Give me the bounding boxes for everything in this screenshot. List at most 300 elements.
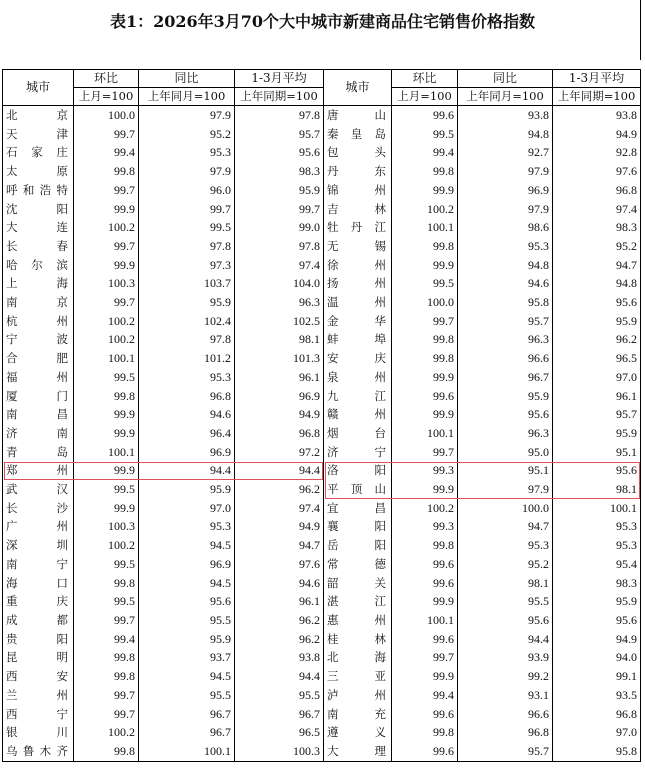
header-mom-left: 环比 (74, 70, 139, 88)
mom-cell-left: 99.9 (74, 461, 139, 480)
mom-cell-right: 100.1 (392, 218, 458, 237)
city-cell-right: 蚌埠 (324, 330, 392, 349)
table-row (3, 424, 641, 443)
table-row (3, 293, 641, 312)
mom-cell-right: 99.9 (392, 405, 458, 424)
yoy-cell-right: 93.8 (458, 106, 553, 125)
avg-cell-left: 97.4 (235, 256, 324, 275)
mom-cell-left: 99.8 (74, 742, 139, 761)
avg-cell-left: 93.8 (235, 648, 324, 667)
yoy-cell-right: 97.9 (458, 200, 553, 219)
mom-cell-right: 99.9 (392, 368, 458, 387)
yoy-cell-right: 93.1 (458, 686, 553, 705)
header-avg-left: 1-3月平均 (235, 70, 324, 88)
avg-cell-left: 96.2 (235, 480, 324, 499)
header-avg-base-left: 上年同期=100 (235, 88, 324, 106)
city-cell-left: 大连 (3, 218, 74, 237)
avg-cell-left: 97.4 (235, 499, 324, 518)
city-cell-right: 湛江 (324, 592, 392, 611)
mom-cell-left: 99.8 (74, 648, 139, 667)
city-cell-left: 哈尔滨 (3, 256, 74, 275)
city-cell-left: 海口 (3, 574, 74, 593)
yoy-cell-right: 95.0 (458, 443, 553, 462)
city-cell-right: 温州 (324, 293, 392, 312)
city-cell-left: 兰州 (3, 686, 74, 705)
header-mom-base-right: 上月=100 (392, 88, 458, 106)
city-cell-left: 昆明 (3, 648, 74, 667)
yoy-cell-left: 97.8 (139, 237, 235, 256)
yoy-cell-left: 95.9 (139, 293, 235, 312)
yoy-cell-right: 95.8 (458, 293, 553, 312)
table-row (3, 330, 641, 349)
yoy-cell-right: 94.7 (458, 517, 553, 536)
mom-cell-right: 99.7 (392, 312, 458, 331)
city-cell-right: 常德 (324, 555, 392, 574)
table-row (3, 480, 641, 499)
mom-cell-right: 99.5 (392, 125, 458, 144)
city-cell-left: 厦门 (3, 387, 74, 406)
avg-cell-right: 96.8 (553, 705, 641, 724)
city-cell-right: 安庆 (324, 349, 392, 368)
mom-cell-left: 99.9 (74, 499, 139, 518)
avg-cell-right: 100.1 (553, 499, 641, 518)
page-frame-line (640, 0, 641, 60)
avg-cell-right: 95.6 (553, 461, 641, 480)
avg-cell-right: 95.9 (553, 424, 641, 443)
avg-cell-left: 98.1 (235, 330, 324, 349)
city-cell-left: 沈阳 (3, 200, 74, 219)
table-row (3, 181, 641, 200)
yoy-cell-right: 93.9 (458, 648, 553, 667)
yoy-cell-right: 95.3 (458, 237, 553, 256)
table-row (3, 686, 641, 705)
table-row (3, 274, 641, 293)
table-row (3, 162, 641, 181)
yoy-cell-left: 99.7 (139, 200, 235, 219)
avg-cell-right: 95.3 (553, 536, 641, 555)
mom-cell-left: 99.5 (74, 592, 139, 611)
avg-cell-right: 95.6 (553, 611, 641, 630)
avg-cell-right: 95.9 (553, 592, 641, 611)
city-cell-left: 重庆 (3, 592, 74, 611)
mom-cell-left: 100.2 (74, 536, 139, 555)
mom-cell-right: 99.6 (392, 555, 458, 574)
yoy-cell-left: 96.9 (139, 555, 235, 574)
city-cell-right: 徐州 (324, 256, 392, 275)
mom-cell-left: 99.9 (74, 424, 139, 443)
avg-cell-right: 92.8 (553, 143, 641, 162)
table-row (3, 106, 641, 125)
mom-cell-left: 100.3 (74, 274, 139, 293)
avg-cell-left: 95.9 (235, 181, 324, 200)
table-row (3, 574, 641, 593)
city-cell-right: 吉林 (324, 200, 392, 219)
city-cell-right: 洛阳 (324, 461, 392, 480)
yoy-cell-left: 95.5 (139, 686, 235, 705)
mom-cell-left: 100.2 (74, 330, 139, 349)
yoy-cell-left: 96.0 (139, 181, 235, 200)
mom-cell-left: 100.2 (74, 312, 139, 331)
yoy-cell-left: 96.7 (139, 723, 235, 742)
yoy-cell-left: 95.5 (139, 611, 235, 630)
header-avg-right: 1-3月平均 (553, 70, 641, 88)
city-cell-right: 南充 (324, 705, 392, 724)
mom-cell-right: 99.4 (392, 143, 458, 162)
mom-cell-right: 99.3 (392, 517, 458, 536)
avg-cell-right: 95.8 (553, 742, 641, 761)
table-row (3, 517, 641, 536)
city-cell-right: 秦皇岛 (324, 125, 392, 144)
mom-cell-right: 99.6 (392, 742, 458, 761)
avg-cell-right: 98.3 (553, 574, 641, 593)
table-row (3, 461, 641, 480)
yoy-cell-right: 94.4 (458, 630, 553, 649)
price-index-table (2, 69, 641, 762)
city-cell-right: 三亚 (324, 667, 392, 686)
mom-cell-left: 99.9 (74, 200, 139, 219)
city-cell-left: 福州 (3, 368, 74, 387)
mom-cell-right: 99.8 (392, 237, 458, 256)
table-row (3, 312, 641, 331)
city-cell-left: 成都 (3, 611, 74, 630)
city-cell-right: 牡丹江 (324, 218, 392, 237)
mom-cell-left: 99.7 (74, 293, 139, 312)
mom-cell-left: 99.8 (74, 162, 139, 181)
avg-cell-right: 97.0 (553, 723, 641, 742)
yoy-cell-left: 97.8 (139, 330, 235, 349)
table-row (3, 405, 641, 424)
mom-cell-right: 100.1 (392, 424, 458, 443)
mom-cell-left: 99.7 (74, 125, 139, 144)
mom-cell-left: 100.1 (74, 443, 139, 462)
avg-cell-right: 95.4 (553, 555, 641, 574)
yoy-cell-left: 94.5 (139, 667, 235, 686)
header-mom-right: 环比 (392, 70, 458, 88)
city-cell-left: 深圳 (3, 536, 74, 555)
city-cell-left: 南京 (3, 293, 74, 312)
avg-cell-left: 94.4 (235, 461, 324, 480)
city-cell-right: 金华 (324, 312, 392, 331)
city-cell-left: 南昌 (3, 405, 74, 424)
avg-cell-left: 94.4 (235, 667, 324, 686)
yoy-cell-left: 96.8 (139, 387, 235, 406)
avg-cell-right: 94.9 (553, 630, 641, 649)
avg-cell-right: 95.6 (553, 293, 641, 312)
yoy-cell-left: 93.7 (139, 648, 235, 667)
table-row (3, 536, 641, 555)
city-cell-left: 宁波 (3, 330, 74, 349)
header-yoy-left: 同比 (139, 70, 235, 88)
yoy-cell-left: 97.9 (139, 106, 235, 125)
table-row (3, 630, 641, 649)
city-cell-right: 唐山 (324, 106, 392, 125)
yoy-cell-left: 97.9 (139, 162, 235, 181)
mom-cell-right: 99.6 (392, 630, 458, 649)
table-row (3, 705, 641, 724)
yoy-cell-right: 98.6 (458, 218, 553, 237)
avg-cell-left: 96.3 (235, 293, 324, 312)
yoy-cell-left: 95.9 (139, 630, 235, 649)
yoy-cell-right: 95.7 (458, 312, 553, 331)
avg-cell-left: 104.0 (235, 274, 324, 293)
avg-cell-right: 94.7 (553, 256, 641, 275)
city-cell-left: 合肥 (3, 349, 74, 368)
avg-cell-left: 94.7 (235, 536, 324, 555)
mom-cell-right: 99.4 (392, 686, 458, 705)
mom-cell-right: 100.2 (392, 499, 458, 518)
city-cell-left: 长春 (3, 237, 74, 256)
mom-cell-left: 99.8 (74, 387, 139, 406)
avg-cell-right: 97.0 (553, 368, 641, 387)
avg-cell-right: 94.8 (553, 274, 641, 293)
table-row (3, 555, 641, 574)
city-cell-right: 桂林 (324, 630, 392, 649)
mom-cell-right: 99.9 (392, 592, 458, 611)
avg-cell-left: 95.5 (235, 686, 324, 705)
city-cell-right: 宜昌 (324, 499, 392, 518)
yoy-cell-left: 95.3 (139, 143, 235, 162)
yoy-cell-left: 97.0 (139, 499, 235, 518)
yoy-cell-right: 94.8 (458, 256, 553, 275)
table-row (3, 125, 641, 144)
avg-cell-left: 95.6 (235, 143, 324, 162)
avg-cell-right: 93.8 (553, 106, 641, 125)
avg-cell-right: 95.3 (553, 517, 641, 536)
city-cell-left: 上海 (3, 274, 74, 293)
city-cell-left: 长沙 (3, 499, 74, 518)
mom-cell-right: 100.1 (392, 611, 458, 630)
yoy-cell-left: 96.4 (139, 424, 235, 443)
table-row (3, 349, 641, 368)
yoy-cell-left: 94.6 (139, 405, 235, 424)
table-row (3, 237, 641, 256)
avg-cell-left: 96.5 (235, 723, 324, 742)
yoy-cell-right: 97.9 (458, 480, 553, 499)
mom-cell-left: 99.9 (74, 256, 139, 275)
header-mom-base-left: 上月=100 (74, 88, 139, 106)
yoy-cell-left: 97.3 (139, 256, 235, 275)
mom-cell-left: 99.4 (74, 630, 139, 649)
yoy-cell-right: 99.2 (458, 667, 553, 686)
avg-cell-left: 96.1 (235, 368, 324, 387)
city-cell-left: 银川 (3, 723, 74, 742)
city-cell-left: 太原 (3, 162, 74, 181)
yoy-cell-right: 95.6 (458, 611, 553, 630)
yoy-cell-right: 96.6 (458, 349, 553, 368)
mom-cell-right: 99.3 (392, 461, 458, 480)
yoy-cell-right: 96.6 (458, 705, 553, 724)
mom-cell-right: 99.6 (392, 574, 458, 593)
mom-cell-right: 99.8 (392, 723, 458, 742)
avg-cell-right: 93.5 (553, 686, 641, 705)
yoy-cell-right: 96.8 (458, 723, 553, 742)
yoy-cell-right: 94.8 (458, 125, 553, 144)
city-cell-left: 石家庄 (3, 143, 74, 162)
city-cell-right: 平顶山 (324, 480, 392, 499)
mom-cell-left: 100.0 (74, 106, 139, 125)
mom-cell-left: 99.5 (74, 480, 139, 499)
avg-cell-right: 99.1 (553, 667, 641, 686)
mom-cell-right: 99.6 (392, 106, 458, 125)
city-cell-right: 遵义 (324, 723, 392, 742)
table-row (3, 387, 641, 406)
avg-cell-right: 96.2 (553, 330, 641, 349)
city-cell-right: 烟台 (324, 424, 392, 443)
header-yoy-base-left: 上年同月=100 (139, 88, 235, 106)
mom-cell-right: 99.5 (392, 274, 458, 293)
yoy-cell-left: 94.4 (139, 461, 235, 480)
header-city-right: 城市 (324, 70, 392, 106)
table-row (3, 200, 641, 219)
mom-cell-right: 99.9 (392, 256, 458, 275)
mom-cell-left: 100.2 (74, 723, 139, 742)
table-row (3, 611, 641, 630)
city-cell-right: 无锡 (324, 237, 392, 256)
table-row (3, 742, 641, 761)
avg-cell-left: 96.8 (235, 424, 324, 443)
yoy-cell-right: 94.6 (458, 274, 553, 293)
mom-cell-right: 99.9 (392, 667, 458, 686)
mom-cell-left: 99.7 (74, 611, 139, 630)
yoy-cell-right: 92.7 (458, 143, 553, 162)
avg-cell-left: 94.6 (235, 574, 324, 593)
avg-cell-left: 97.8 (235, 237, 324, 256)
yoy-cell-right: 96.9 (458, 181, 553, 200)
avg-cell-left: 102.5 (235, 312, 324, 331)
yoy-cell-right: 95.1 (458, 461, 553, 480)
table-title: 表1：2026年3月70个大中城市新建商品住宅销售价格指数 (109, 12, 536, 31)
mom-cell-right: 99.8 (392, 330, 458, 349)
avg-cell-right: 95.2 (553, 237, 641, 256)
city-cell-right: 扬州 (324, 274, 392, 293)
avg-cell-right: 98.3 (553, 218, 641, 237)
yoy-cell-right: 96.3 (458, 424, 553, 443)
mom-cell-right: 99.9 (392, 181, 458, 200)
avg-cell-left: 97.2 (235, 443, 324, 462)
yoy-cell-right: 95.7 (458, 742, 553, 761)
city-cell-left: 杭州 (3, 312, 74, 331)
avg-cell-left: 96.2 (235, 611, 324, 630)
mom-cell-left: 99.5 (74, 555, 139, 574)
avg-cell-left: 100.3 (235, 742, 324, 761)
avg-cell-left: 97.8 (235, 106, 324, 125)
mom-cell-left: 99.8 (74, 574, 139, 593)
city-cell-left: 呼和浩特 (3, 181, 74, 200)
mom-cell-left: 99.5 (74, 368, 139, 387)
mom-cell-right: 99.7 (392, 443, 458, 462)
avg-cell-right: 95.7 (553, 405, 641, 424)
avg-cell-left: 98.3 (235, 162, 324, 181)
yoy-cell-left: 102.4 (139, 312, 235, 331)
yoy-cell-left: 95.3 (139, 517, 235, 536)
avg-cell-left: 94.9 (235, 405, 324, 424)
avg-cell-right: 98.1 (553, 480, 641, 499)
city-cell-left: 天津 (3, 125, 74, 144)
avg-cell-right: 96.5 (553, 349, 641, 368)
mom-cell-right: 99.6 (392, 387, 458, 406)
avg-cell-left: 94.9 (235, 517, 324, 536)
yoy-cell-left: 99.5 (139, 218, 235, 237)
city-cell-left: 济南 (3, 424, 74, 443)
table-row (3, 443, 641, 462)
avg-cell-right: 96.1 (553, 387, 641, 406)
yoy-cell-left: 103.7 (139, 274, 235, 293)
table-row (3, 592, 641, 611)
mom-cell-right: 99.8 (392, 536, 458, 555)
city-cell-right: 北海 (324, 648, 392, 667)
city-cell-right: 包头 (324, 143, 392, 162)
mom-cell-right: 99.7 (392, 648, 458, 667)
avg-cell-right: 97.4 (553, 200, 641, 219)
city-cell-left: 南宁 (3, 555, 74, 574)
table-row (3, 499, 641, 518)
mom-cell-right: 99.9 (392, 480, 458, 499)
mom-cell-left: 100.1 (74, 349, 139, 368)
city-cell-right: 济宁 (324, 443, 392, 462)
city-cell-left: 郑州 (3, 461, 74, 480)
city-cell-left: 青岛 (3, 443, 74, 462)
city-cell-left: 贵阳 (3, 630, 74, 649)
avg-cell-left: 97.6 (235, 555, 324, 574)
yoy-cell-left: 96.7 (139, 705, 235, 724)
yoy-cell-right: 95.2 (458, 555, 553, 574)
city-cell-left: 广州 (3, 517, 74, 536)
yoy-cell-left: 100.1 (139, 742, 235, 761)
city-cell-right: 泉州 (324, 368, 392, 387)
mom-cell-left: 99.7 (74, 237, 139, 256)
avg-cell-left: 96.7 (235, 705, 324, 724)
mom-cell-right: 99.8 (392, 162, 458, 181)
table-row (3, 256, 641, 275)
yoy-cell-left: 94.5 (139, 574, 235, 593)
yoy-cell-left: 94.5 (139, 536, 235, 555)
mom-cell-left: 99.7 (74, 686, 139, 705)
header-avg-base-right: 上年同期=100 (553, 88, 641, 106)
city-cell-right: 大理 (324, 742, 392, 761)
mom-cell-right: 100.2 (392, 200, 458, 219)
header-city-left: 城市 (3, 70, 74, 106)
mom-cell-left: 99.7 (74, 181, 139, 200)
city-cell-right: 襄阳 (324, 517, 392, 536)
yoy-cell-right: 97.9 (458, 162, 553, 181)
yoy-cell-right: 95.3 (458, 536, 553, 555)
mom-cell-left: 99.9 (74, 405, 139, 424)
yoy-cell-left: 95.3 (139, 368, 235, 387)
avg-cell-right: 95.1 (553, 443, 641, 462)
avg-cell-left: 96.1 (235, 592, 324, 611)
avg-cell-right: 97.6 (553, 162, 641, 181)
avg-cell-right: 94.0 (553, 648, 641, 667)
mom-cell-right: 99.6 (392, 705, 458, 724)
city-cell-right: 丹东 (324, 162, 392, 181)
avg-cell-left: 95.7 (235, 125, 324, 144)
city-cell-left: 武汉 (3, 480, 74, 499)
table-row (3, 723, 641, 742)
city-cell-left: 西安 (3, 667, 74, 686)
avg-cell-left: 99.7 (235, 200, 324, 219)
yoy-cell-left: 101.2 (139, 349, 235, 368)
city-cell-right: 泸州 (324, 686, 392, 705)
table-row (3, 648, 641, 667)
yoy-cell-left: 95.2 (139, 125, 235, 144)
avg-cell-left: 96.2 (235, 630, 324, 649)
mom-cell-left: 99.7 (74, 705, 139, 724)
yoy-cell-right: 95.9 (458, 387, 553, 406)
yoy-cell-right: 98.1 (458, 574, 553, 593)
city-cell-left: 北京 (3, 106, 74, 125)
city-cell-right: 韶关 (324, 574, 392, 593)
mom-cell-left: 99.4 (74, 143, 139, 162)
